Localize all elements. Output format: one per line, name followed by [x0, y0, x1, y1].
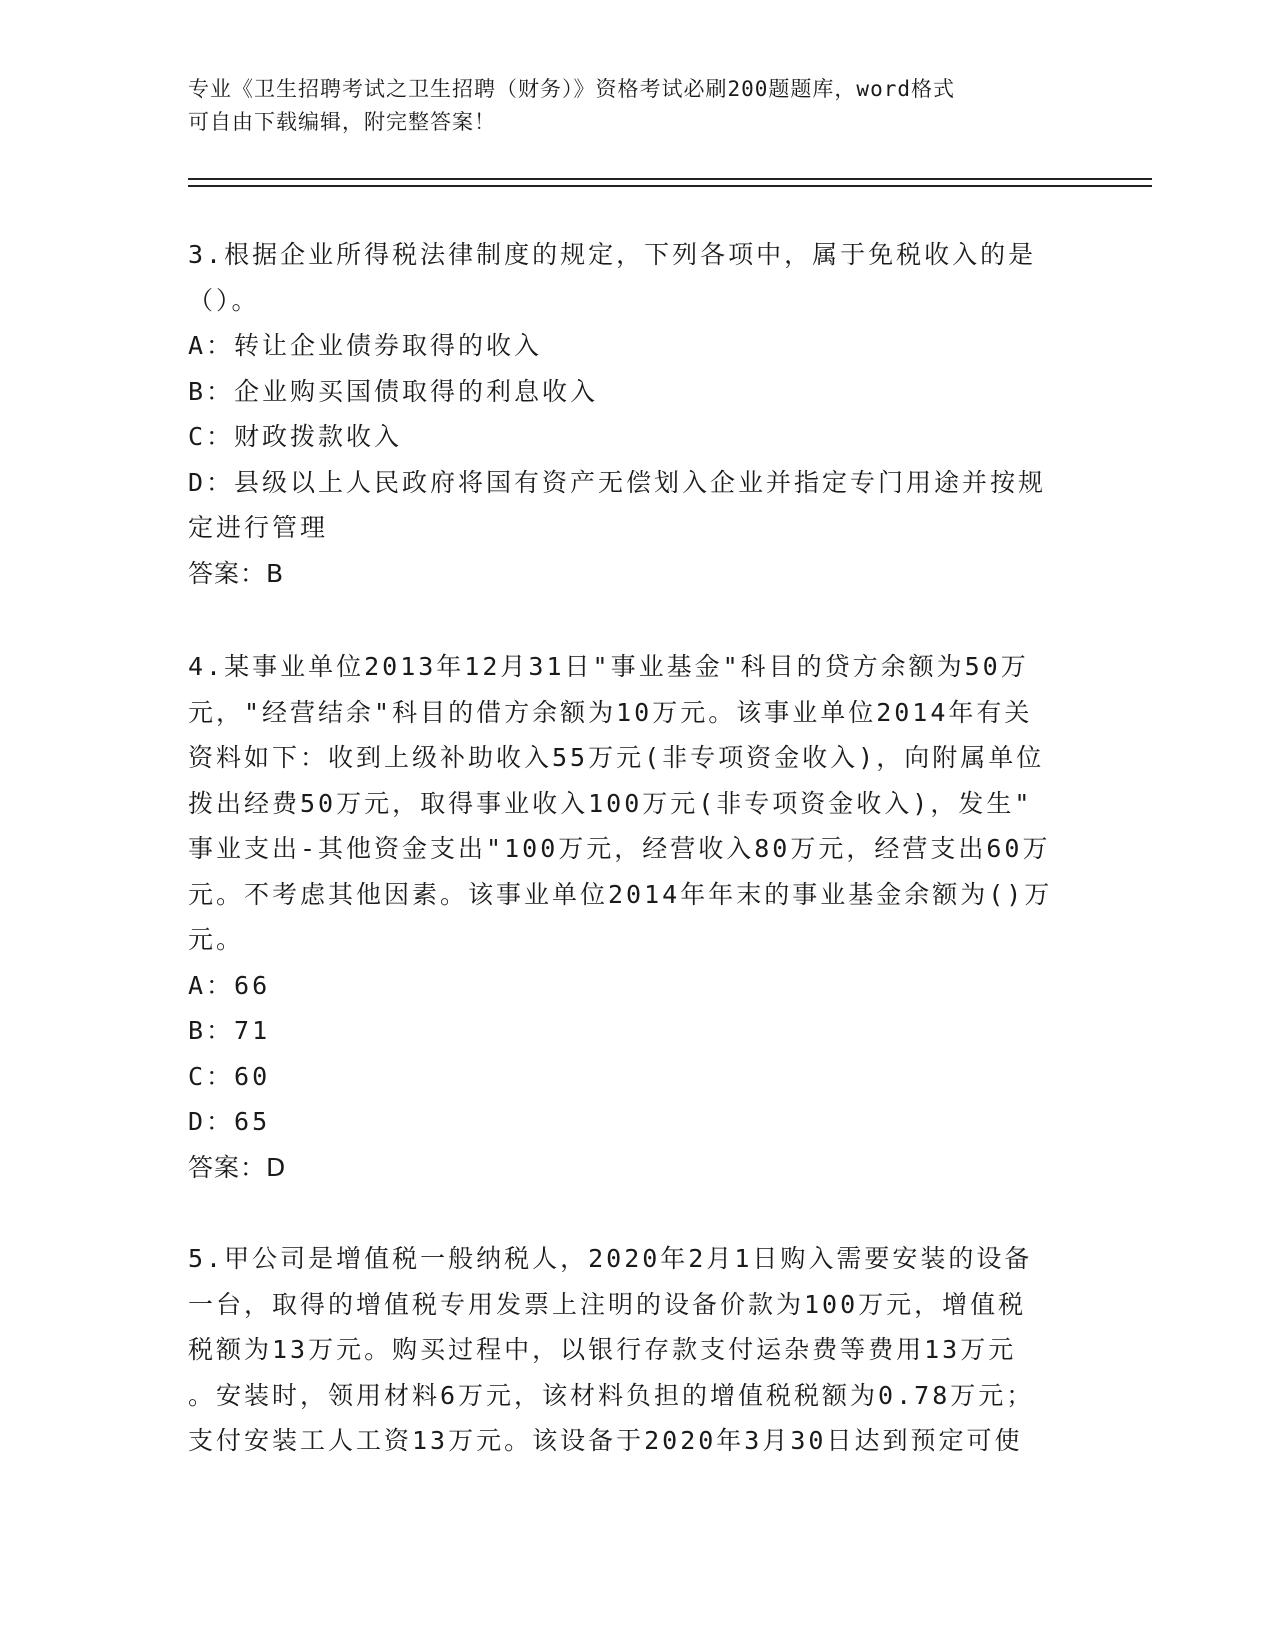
question-stem-line: 资料如下：收到上级补助收入55万元(非专项资金收入)，向附属单位: [188, 743, 1045, 772]
question-stem-line: 拨出经费50万元，取得事业收入100万元(非专项资金收入)，发生": [188, 788, 1033, 818]
header-divider-bottom: [188, 185, 1152, 187]
question-stem-line: 税额为13万元。购买过程中，以银行存款支付运杂费等费用13万元: [188, 1335, 1017, 1364]
question-stem-line: 支付安装工人工资13万元。该设备于2020年3月30日达到预定可使: [188, 1426, 1023, 1455]
option-d: D：县级以上人民政府将国有资产无偿划入企业并指定专门用途并按规: [188, 467, 1047, 497]
option-b: B：企业购买国债取得的利息收入: [188, 376, 599, 406]
question-stem-line: 事业支出-其他资金支出"100万元，经营收入80万元，经营支出60万: [188, 834, 1051, 863]
question-stem-line: 元，"经营结余"科目的借方余额为10万元。该事业单位2014年有关: [188, 697, 1033, 727]
question-4: [188, 644, 1078, 1190]
option-c: C：财政拨款收入: [188, 422, 403, 451]
question-stem-line: 3.根据企业所得税法律制度的规定，下列各项中，属于免税收入的是: [188, 240, 1037, 269]
option-a: A：转让企业债券取得的收入: [188, 331, 543, 360]
header-line-2: 可自由下载编辑，附完整答案！: [188, 110, 496, 134]
question-stem-line: 元。: [188, 925, 245, 954]
answer: 答案：D: [188, 1152, 287, 1182]
question-stem-line: 5.甲公司是增值税一般纳税人，2020年2月1日购入需要安装的设备: [188, 1244, 1033, 1273]
header-line-1: 专业《卫生招聘考试之卫生招聘（财务）》资格考试必刷200题题库，word格式: [188, 77, 955, 101]
option-c: C：60: [188, 1061, 271, 1091]
question-stem-line: （）。: [188, 285, 260, 315]
option-d: D：65: [188, 1107, 271, 1136]
question-5: [188, 1236, 1078, 1464]
option-a: A：66: [188, 970, 271, 1000]
option-d-continued: 定进行管理: [188, 513, 329, 542]
question-stem-line: 。安装时，领用材料6万元，该材料负担的增值税税额为0.78万元；: [188, 1380, 1035, 1410]
document-header: [188, 73, 1068, 139]
question-stem-line: 4.某事业单位2013年12月31日"事业基金"科目的贷方余额为50万: [188, 652, 1029, 681]
option-b: B：71: [188, 1016, 271, 1045]
question-stem-line: 元。不考虑其他因素。该事业单位2014年年末的事业基金余额为()万: [188, 879, 1053, 909]
header-divider-top: [188, 178, 1152, 180]
answer: 答案：B: [188, 558, 285, 588]
question-3: [188, 232, 1078, 596]
question-stem-line: 一台，取得的增值税专用发票上注明的设备价款为100万元，增值税: [188, 1289, 1027, 1319]
